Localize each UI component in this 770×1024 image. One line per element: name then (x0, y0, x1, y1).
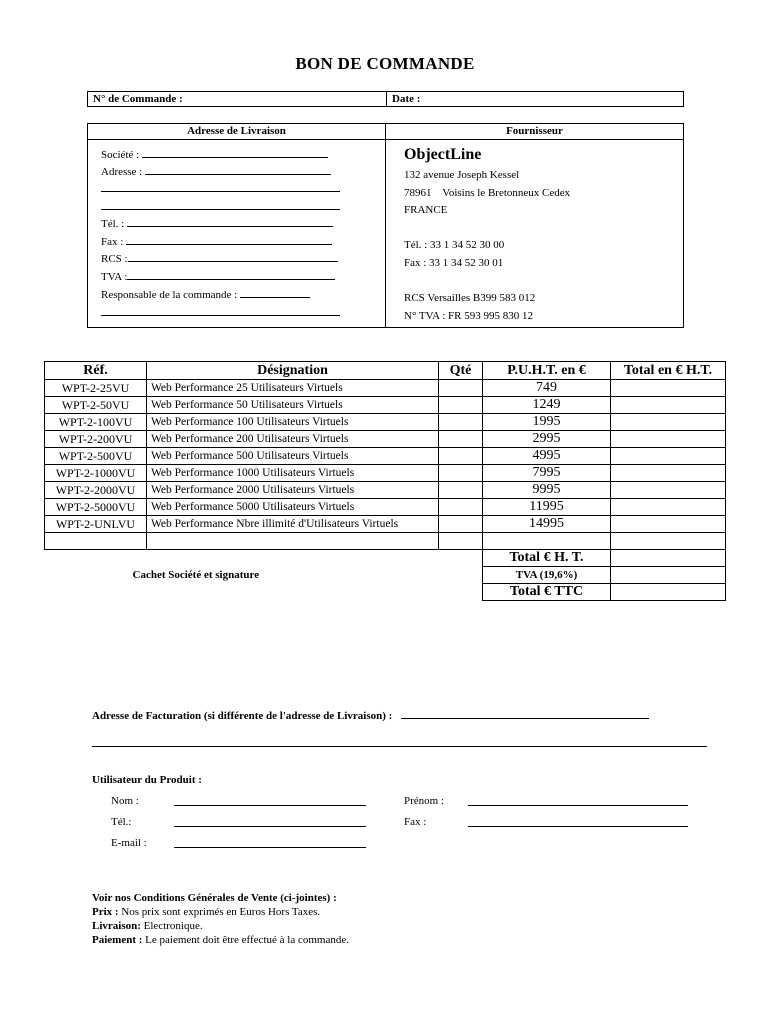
conditions-payment-label: Paiement : (92, 934, 143, 946)
col-header-qty: Qté (439, 362, 483, 380)
user-lastname-label: Nom : (111, 795, 139, 807)
tva-value[interactable] (611, 567, 726, 584)
delivery-header: Adresse de Livraison (88, 124, 385, 140)
conditions-block (92, 891, 349, 947)
user-email-label: E-mail : (111, 837, 147, 849)
col-header-designation: Désignation (147, 362, 439, 380)
user-email-input[interactable] (174, 838, 366, 848)
product-unit-price: 4995 (483, 448, 611, 465)
supplier-tel: Tél. : 33 1 34 52 30 00 (404, 239, 505, 251)
product-qty-input[interactable] (439, 414, 483, 431)
product-qty-input[interactable] (439, 465, 483, 482)
user-tel-input[interactable] (174, 817, 366, 827)
product-qty-input[interactable] (439, 431, 483, 448)
product-designation: Web Performance 100 Utilisateurs Virtuels (147, 414, 439, 431)
page-title: BON DE COMMANDE (295, 54, 475, 73)
conditions-heading: Voir nos Conditions Générales de Vente (ci-jointes) : (92, 892, 337, 904)
table-row (45, 380, 726, 397)
conditions-price-text: Nos prix sont exprimés en Euros Hors Taxes. (118, 906, 321, 918)
product-unit-price: 1995 (483, 414, 611, 431)
delivery-tel-label: Tél. : (101, 218, 125, 230)
col-header-ref: Réf. (45, 362, 147, 380)
billing-address-field[interactable] (92, 709, 649, 722)
tva-label: TVA (19,6%) (483, 567, 611, 584)
user-lastname-input[interactable] (174, 796, 366, 806)
product-ref: WPT-2-2000VU (45, 482, 147, 499)
order-info-bar (87, 91, 684, 107)
col-header-unit-price: P.U.H.T. en € (483, 362, 611, 380)
products-table (44, 361, 726, 601)
order-date-field[interactable] (387, 92, 684, 107)
delivery-tel-field[interactable] (101, 217, 333, 230)
table-row (45, 499, 726, 516)
product-designation-input[interactable] (147, 533, 439, 550)
product-total-input[interactable] (611, 533, 726, 550)
product-unit-price-input[interactable] (483, 533, 611, 550)
supplier-country: FRANCE (404, 204, 448, 216)
table-row (45, 397, 726, 414)
product-designation: Web Performance 25 Utilisateurs Virtuels (147, 380, 439, 397)
delivery-tva-field[interactable] (101, 270, 335, 283)
conditions-payment (92, 933, 349, 947)
table-row (45, 448, 726, 465)
product-ref: WPT-2-50VU (45, 397, 147, 414)
delivery-company-field[interactable] (101, 148, 328, 161)
product-ref: WPT-2-UNLVU (45, 516, 147, 533)
billing-address-line2[interactable] (92, 737, 707, 747)
user-fax-input[interactable] (468, 817, 688, 827)
product-designation: Web Performance 5000 Utilisateurs Virtuels (147, 499, 439, 516)
product-ref-input[interactable] (45, 533, 147, 550)
conditions-delivery-label: Livraison: (92, 920, 141, 932)
product-designation: Web Performance 1000 Utilisateurs Virtuels (147, 465, 439, 482)
product-total-input[interactable] (611, 380, 726, 397)
product-ref: WPT-2-5000VU (45, 499, 147, 516)
total-ht-value[interactable] (611, 550, 726, 567)
product-total-input[interactable] (611, 448, 726, 465)
product-ref: WPT-2-500VU (45, 448, 147, 465)
product-unit-price: 14995 (483, 516, 611, 533)
supplier-header: Fournisseur (386, 124, 683, 140)
product-unit-price: 749 (483, 380, 611, 397)
delivery-rcs-label: RCS : (101, 253, 128, 265)
table-row (45, 414, 726, 431)
order-date-label: Date : (392, 93, 421, 105)
conditions-price-label: Prix : (92, 906, 119, 918)
product-qty-input[interactable] (439, 448, 483, 465)
user-fax-label: Fax : (404, 816, 427, 828)
product-ref: WPT-2-200VU (45, 431, 147, 448)
product-qty-input[interactable] (439, 397, 483, 414)
delivery-address-label: Adresse : (101, 166, 143, 178)
product-designation: Web Performance 2000 Utilisateurs Virtuels (147, 482, 439, 499)
signature-label: Cachet Société et signature (132, 569, 260, 582)
delivery-responsible-line2[interactable] (101, 306, 340, 319)
product-designation: Web Performance Nbre illimité d'Utilisateurs Virtuels (147, 516, 439, 533)
supplier-city: 78961 Voisins le Bretonneux Cedex (404, 187, 571, 199)
table-row-empty (45, 533, 726, 550)
user-firstname-label: Prénom : (404, 795, 445, 807)
product-total-input[interactable] (611, 499, 726, 516)
product-unit-price: 9995 (483, 482, 611, 499)
product-designation: Web Performance 50 Utilisateurs Virtuels (147, 397, 439, 414)
conditions-price (92, 905, 349, 919)
billing-address-label: Adresse de Facturation (si différente de l'adresse de Livraison) : (92, 710, 393, 722)
address-block (87, 123, 684, 328)
table-row (45, 516, 726, 533)
table-row (45, 465, 726, 482)
conditions-payment-text: Le paiement doit être effectué à la commande. (142, 934, 349, 946)
delivery-responsible-field[interactable] (101, 288, 310, 301)
user-heading: Utilisateur du Produit : (92, 774, 202, 786)
product-qty-input[interactable] (439, 516, 483, 533)
signature-area (45, 550, 483, 601)
table-row (45, 431, 726, 448)
product-designation: Web Performance 200 Utilisateurs Virtuels (147, 431, 439, 448)
supplier-tva: N° TVA : FR 593 995 830 12 (404, 310, 533, 322)
product-qty-input[interactable] (439, 380, 483, 397)
product-designation: Web Performance 500 Utilisateurs Virtuels (147, 448, 439, 465)
product-unit-price: 7995 (483, 465, 611, 482)
delivery-address-line3[interactable] (101, 200, 340, 213)
delivery-rcs-field[interactable] (101, 252, 338, 265)
supplier-rcs: RCS Versailles B399 583 012 (404, 292, 536, 304)
table-row (45, 482, 726, 499)
total-ht-label: Total € H. T. (483, 550, 611, 567)
product-ref: WPT-2-1000VU (45, 465, 147, 482)
total-ttc-value[interactable] (611, 584, 726, 601)
supplier-fax: Fax : 33 1 34 52 30 01 (404, 257, 504, 269)
delivery-tva-label: TVA : (101, 271, 128, 283)
product-total-input[interactable] (611, 431, 726, 448)
product-total-input[interactable] (611, 482, 726, 499)
product-qty-input[interactable] (439, 499, 483, 516)
supplier-name: ObjectLine (404, 146, 482, 163)
delivery-fax-label: Fax : (101, 236, 124, 248)
product-total-input[interactable] (611, 465, 726, 482)
user-tel-label: Tél.: (111, 816, 132, 828)
order-number-label: N° de Commande : (93, 93, 183, 105)
conditions-delivery-text: Electronique. (140, 920, 203, 932)
delivery-company-label: Société : (101, 149, 140, 161)
conditions-delivery (92, 919, 349, 933)
product-total-input[interactable] (611, 516, 726, 533)
user-firstname-input[interactable] (468, 796, 688, 806)
delivery-address-line2[interactable] (101, 182, 340, 195)
product-total-input[interactable] (611, 397, 726, 414)
supplier-street: 132 avenue Joseph Kessel (404, 169, 520, 181)
total-ttc-label: Total € TTC (483, 584, 611, 601)
product-qty-input[interactable] (439, 533, 483, 550)
order-number-field[interactable] (88, 92, 387, 107)
product-total-input[interactable] (611, 414, 726, 431)
delivery-responsible-label: Responsable de la commande : (101, 289, 238, 301)
product-ref: WPT-2-25VU (45, 380, 147, 397)
delivery-fax-field[interactable] (101, 235, 332, 248)
product-unit-price: 11995 (483, 499, 611, 516)
product-qty-input[interactable] (439, 482, 483, 499)
product-unit-price: 1249 (483, 397, 611, 414)
delivery-address-field[interactable] (101, 165, 331, 178)
product-ref: WPT-2-100VU (45, 414, 147, 431)
col-header-total: Total en € H.T. (611, 362, 726, 380)
product-unit-price: 2995 (483, 431, 611, 448)
